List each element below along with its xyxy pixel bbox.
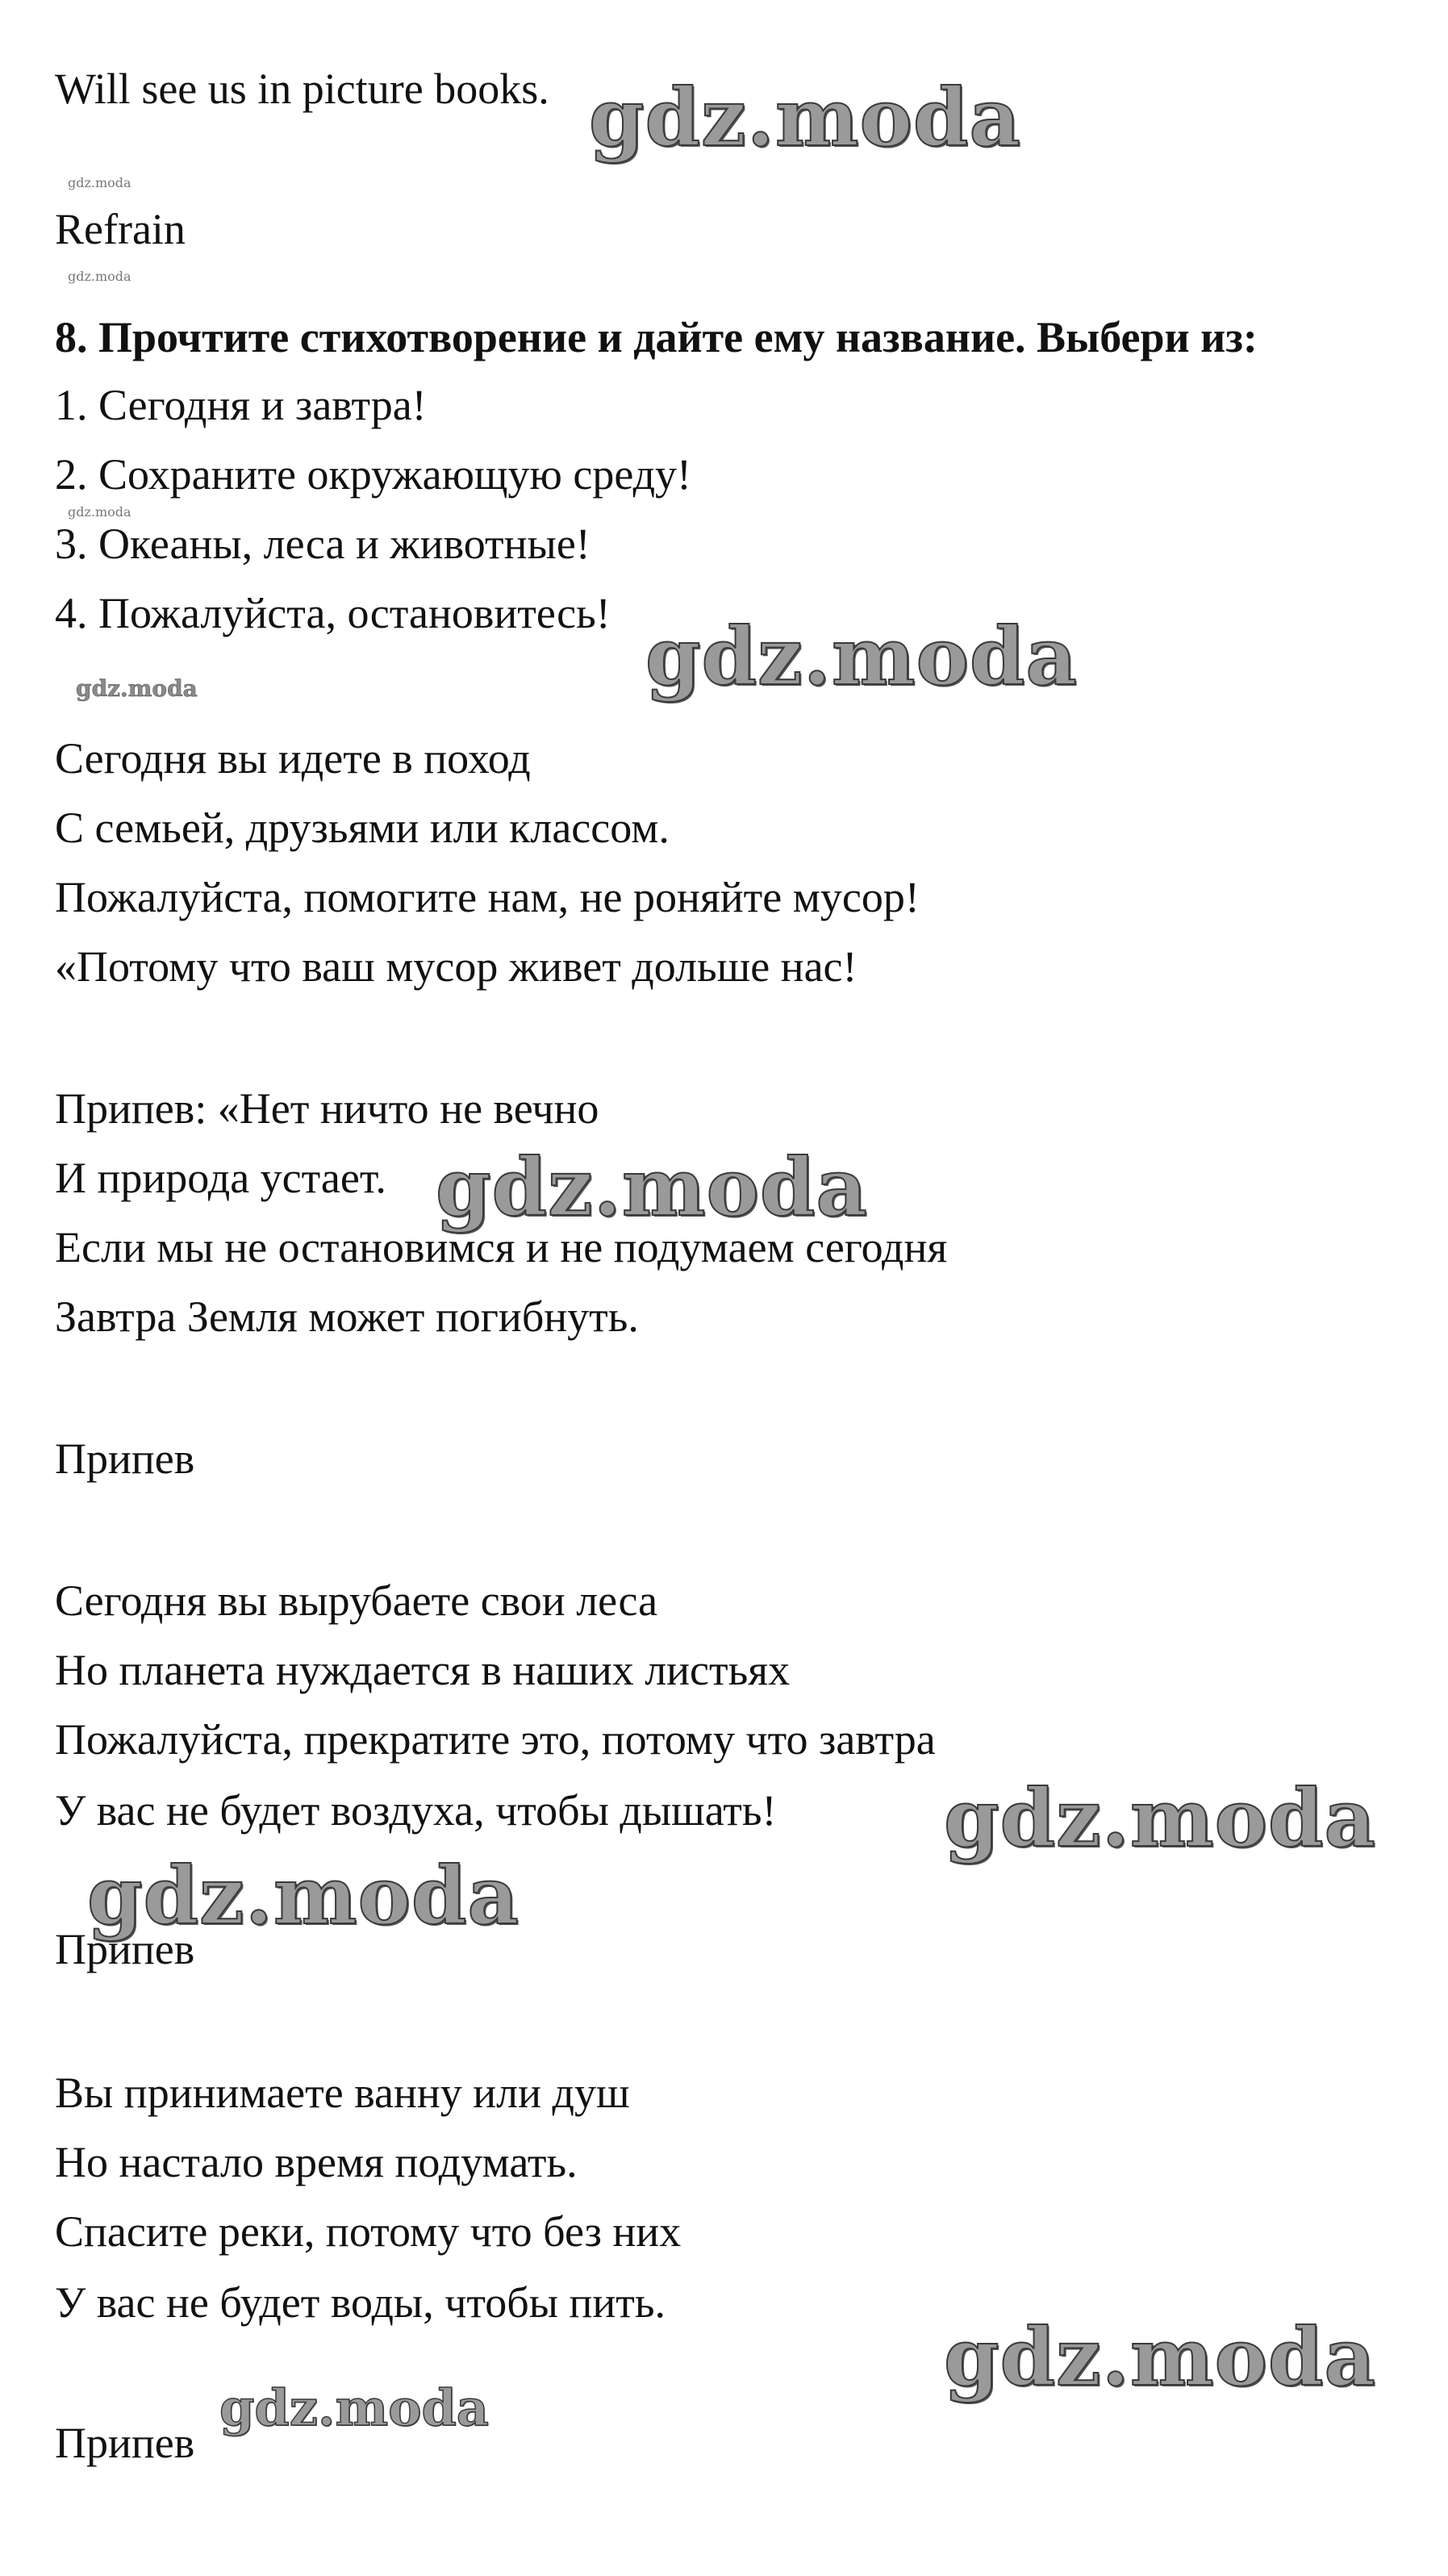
poem-line: «Потому что ваш мусор живет дольше нас! — [55, 942, 858, 991]
watermark: gdz.moda — [87, 1850, 520, 1943]
poem-line: Если мы не остановимся и не подумаем сегодня — [55, 1223, 948, 1271]
watermark: gdz.moda — [68, 269, 131, 284]
watermark: gdz.moda — [76, 675, 198, 702]
watermark: gdz.moda — [68, 504, 131, 520]
poem-line: Сегодня вы вырубаете свои леса — [55, 1576, 658, 1625]
watermark: gdz.moda — [645, 611, 1078, 703]
poem-line: Сегодня вы идете в поход — [55, 734, 531, 783]
poem-line: Но планета нуждается в наших листьях — [55, 1646, 791, 1694]
watermark: gdz.moda — [944, 1772, 1376, 1865]
poem-line: И природа устает. — [55, 1154, 386, 1202]
poem-line: Пожалуйста, помогите нам, не роняйте мусор! — [55, 873, 920, 921]
poem-line: Припев: «Нет ничто не вечно — [55, 1084, 599, 1133]
watermark: gdz.moda — [944, 2311, 1376, 2404]
poem-line: У вас не будет воды, чтобы пить. — [55, 2278, 666, 2327]
option-item: 1. Сегодня и завтра! — [55, 381, 427, 429]
refrain-line: Припев — [55, 1925, 195, 1973]
option-item: 2. Сохраните окружающую среду! — [55, 450, 692, 499]
watermark: gdz.moda — [68, 175, 131, 190]
watermark: gdz.moda — [219, 2378, 489, 2437]
watermark: gdz.moda — [589, 72, 1021, 165]
poem-line: Завтра Земля может погибнуть. — [55, 1292, 639, 1341]
watermark: gdz.moda — [436, 1142, 868, 1234]
refrain-line: Припев — [55, 1434, 195, 1483]
refrain-line: Припев — [55, 2419, 195, 2467]
poem-line: Пожалуйста, прекратите это, потому что завтра — [55, 1715, 936, 1764]
option-item: 3. Океаны, леса и животные! — [55, 520, 590, 568]
text-line: Will see us in picture books. — [55, 65, 549, 113]
poem-line: Но настало время подумать. — [55, 2138, 578, 2186]
option-item: 4. Пожалуйста, остановитесь! — [55, 589, 611, 637]
task-heading: 8. Прочтите стихотворение и дайте ему название. Выбери из: — [55, 313, 1258, 361]
poem-line: Вы принимаете ванну или душ — [55, 2069, 630, 2117]
text-line: Refrain — [55, 205, 186, 253]
poem-line: С семьей, друзьями или классом. — [55, 804, 670, 852]
poem-line: Спасите реки, потому что без них — [55, 2207, 682, 2256]
poem-line: У вас не будет воздуха, чтобы дышать! — [55, 1786, 777, 1835]
